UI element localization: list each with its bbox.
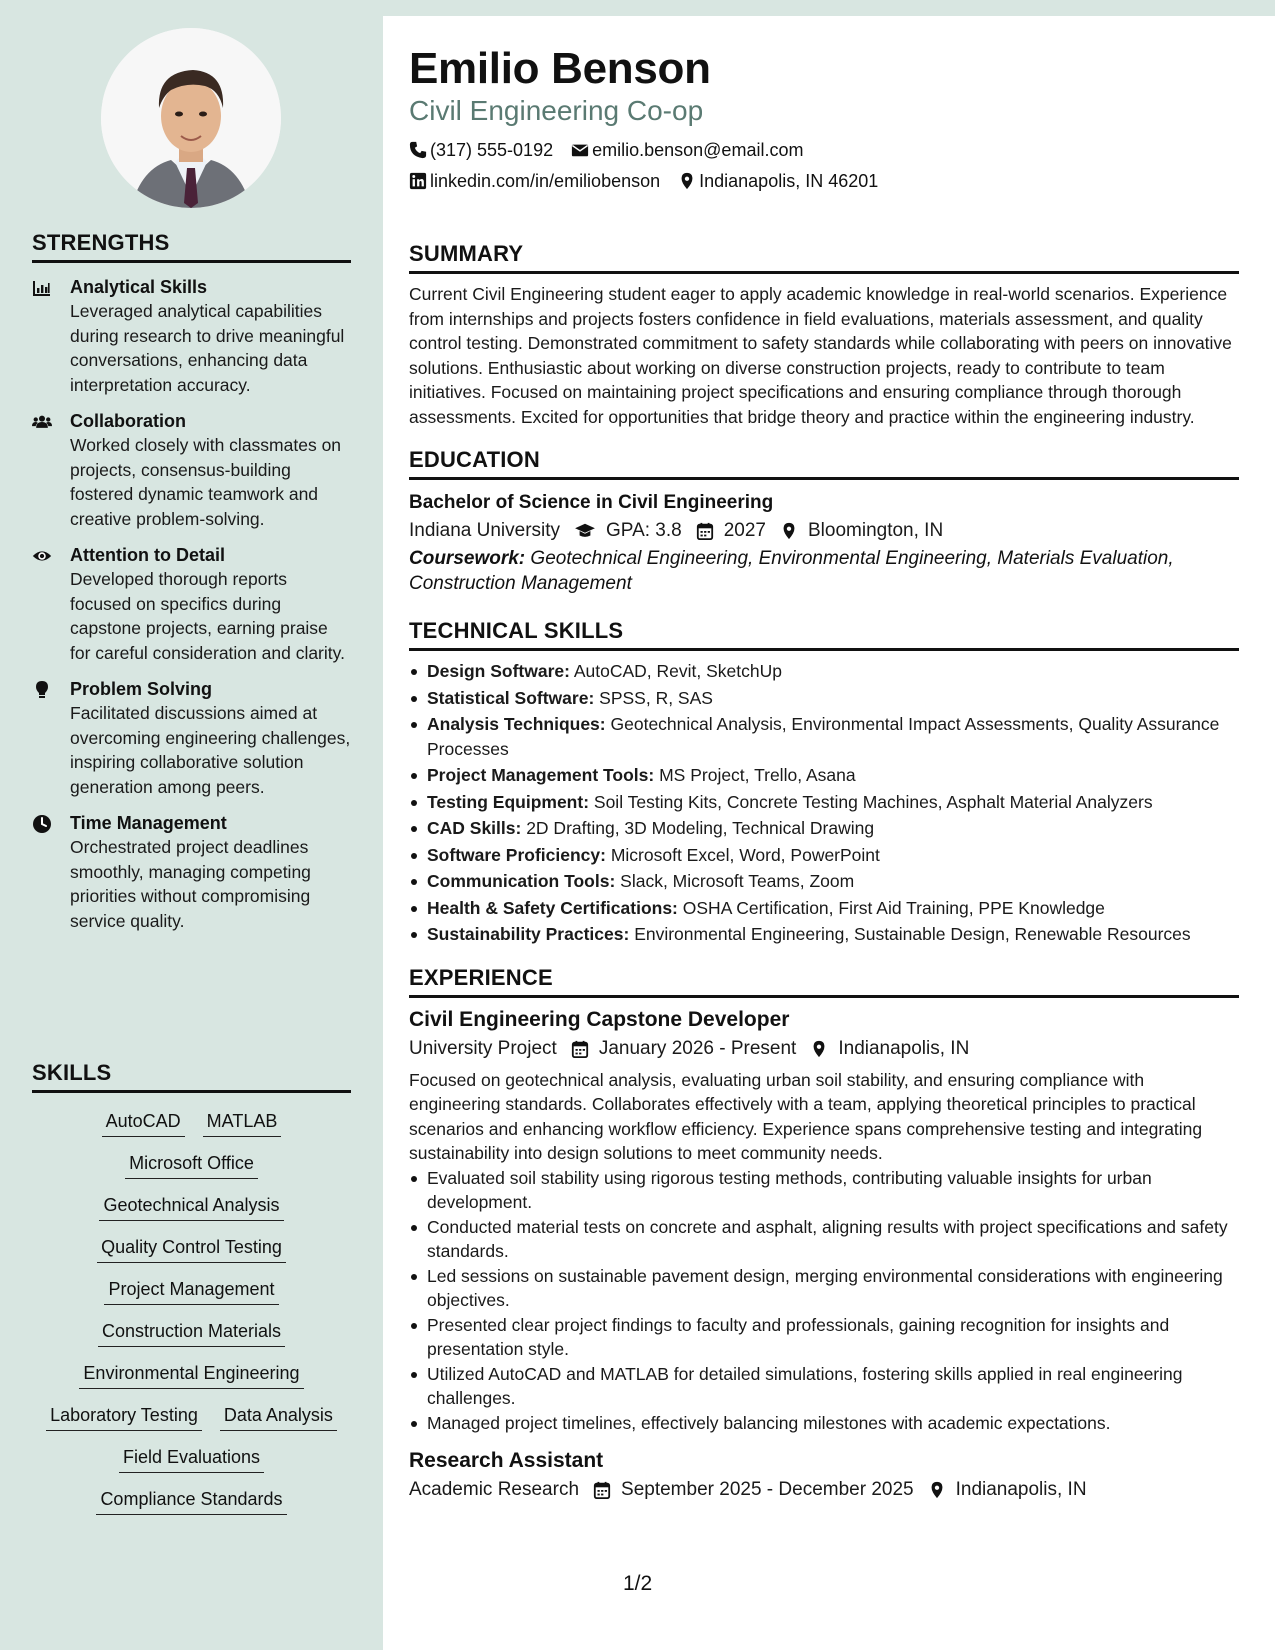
strength-title: Attention to Detail: [70, 545, 225, 565]
skill-value: OSHA Certification, First Aid Training, PPE Knowledge: [682, 897, 1105, 918]
skill-value: AutoCAD, Revit, SketchUp: [573, 661, 782, 681]
calendar-icon: [696, 522, 714, 540]
skill-label: Analysis Techniques:: [427, 714, 606, 734]
strengths-heading: STRENGTHS: [32, 230, 351, 263]
contact-row: [409, 138, 1239, 162]
summary-section: [409, 241, 1239, 429]
page-number: 1/2: [623, 1572, 653, 1595]
graduation-year: 2027: [723, 520, 766, 541]
coursework-label: Coursework:: [409, 548, 526, 569]
strength-item: [32, 275, 351, 397]
skills-section: [32, 1060, 351, 1515]
degree-title: Bachelor of Science in Civil Engineering: [409, 492, 774, 513]
skill-tag: Laboratory Testing: [46, 1403, 202, 1431]
skill-tag: Quality Control Testing: [97, 1235, 286, 1263]
skill-tag: Data Analysis: [220, 1403, 337, 1431]
phone-icon: [409, 141, 427, 159]
envelope-icon: [571, 141, 589, 159]
skill-tag: Project Management: [104, 1277, 278, 1305]
job-org: University Project: [409, 1037, 557, 1059]
list-item: Utilized AutoCAD and MATLAB for detailed simulations, fostering skills applied in real engineering challenges.: [409, 1362, 1239, 1411]
clock-icon: [32, 814, 52, 834]
job-entry: [409, 1006, 1239, 1436]
education-heading: EDUCATION: [409, 447, 1239, 480]
skill-value: SPSS, R, SAS: [599, 687, 713, 708]
gpa-text: GPA: 3.8: [606, 520, 682, 541]
candidate-role: Civil Engineering Co-op: [409, 95, 704, 126]
list-item: Evaluated soil stability using rigorous testing methods, contributing valuable insights for urban development.: [409, 1166, 1239, 1215]
skill-value: Environmental Engineering, Sustainable Design, Renewable Resources: [634, 924, 1191, 944]
strength-title: Problem Solving: [70, 679, 213, 699]
job-title: Research Assistant: [409, 1449, 604, 1472]
skill-tag: Construction Materials: [98, 1319, 285, 1347]
map-pin-icon: [928, 1481, 946, 1499]
job-dates: September 2025 - December 2025: [621, 1479, 914, 1500]
strength-description: Worked closely with classmates on projects, consensus-building fostered dynamic teamwork and creative problem-solving.: [70, 435, 342, 529]
map-pin-icon: [678, 172, 696, 190]
strength-title: Time Management: [70, 813, 227, 833]
list-item: [409, 712, 1239, 761]
skill-value: Slack, Microsoft Teams, Zoom: [620, 871, 855, 891]
strength-description: Developed thorough reports focused on specifics during capstone projects, earning praise for careful consideration and clarity.: [70, 569, 345, 663]
strengths-section: [32, 230, 351, 945]
skill-tag: Field Evaluations: [119, 1445, 264, 1473]
list-item: [409, 922, 1239, 947]
map-pin-icon: [810, 1040, 828, 1058]
job-location: Indianapolis, IN: [838, 1037, 970, 1059]
strength-item: [32, 677, 351, 799]
list-item: [409, 790, 1239, 815]
list-item: [409, 763, 1239, 788]
skill-tag: AutoCAD: [102, 1109, 185, 1137]
list-item: [409, 896, 1239, 921]
skill-tag: Compliance Standards: [96, 1487, 286, 1515]
main-content: [383, 16, 1275, 1650]
list-item: [409, 843, 1239, 868]
strength-item: [32, 409, 351, 531]
skills-list: [32, 1109, 351, 1515]
profile-photo: [101, 28, 281, 208]
skill-label: Testing Equipment:: [427, 791, 590, 812]
strength-description: Leveraged analytical capabilities during research to drive meaningful conversations, enhancing data interpretation accuracy.: [70, 301, 345, 395]
job-bullets: [409, 1166, 1239, 1436]
skill-tag: Geotechnical Analysis: [99, 1193, 283, 1221]
eye-icon: [32, 546, 52, 566]
strength-description: Facilitated discussions aimed at overcoming engineering challenges, inspiring collaborative solution generation among peers.: [70, 703, 351, 797]
skills-heading: SKILLS: [32, 1060, 351, 1093]
experience-section: [409, 965, 1239, 1506]
graduation-cap-icon: [574, 522, 596, 540]
job-entry: [409, 1447, 1239, 1505]
skill-value: 2D Drafting, 3D Modeling, Technical Drawing: [526, 818, 875, 838]
education-section: [409, 447, 1239, 596]
location-text: Indianapolis, IN 46201: [699, 171, 879, 191]
school-name: Indiana University: [409, 520, 561, 541]
job-title: Civil Engineering Capstone Developer: [409, 1007, 790, 1031]
skill-label: Project Management Tools:: [427, 765, 655, 785]
experience-heading: EXPERIENCE: [409, 965, 1239, 998]
summary-text: Current Civil Engineering student eager to apply academic knowledge in real-world scenarios. Experience from internships and projects fosters confidence in field evaluations, materials assessment, and quality control testing. Demonstrated commitment to safety standards while collaborating with peers on innovative solutions. Enthusiastic about working on diverse construction projects, ready to contribute to team initiatives. Focused on maintaining project specifications and ensuring compliance through thorough assessments. Excited for opportunities that bridge theory and practice within the engineering industry.: [409, 284, 1232, 427]
lightbulb-icon: [32, 680, 52, 700]
skill-value: MS Project, Trello, Asana: [659, 765, 856, 785]
list-item: [409, 869, 1239, 894]
linkedin-icon: [409, 172, 427, 190]
job-description: Focused on geotechnical analysis, evaluating urban soil stability, and ensuring compliance with engineering standards. Collaborates effectively with a team, applying theoretical principles to practical scenarios and enhancing workflow efficiency. Experience spans comprehensive testing and integrating sustainability into design solutions to meet community needs.: [409, 1069, 1203, 1163]
skill-value: Geotechnical Analysis, Environmental Impact Assessments, Quality Assurance Processes: [427, 714, 1220, 759]
skill-label: CAD Skills:: [427, 818, 522, 838]
technical-skills-section: [409, 618, 1239, 947]
job-meta: [409, 1475, 1239, 1505]
job-meta: [409, 1034, 1239, 1064]
contact-row: [409, 169, 1239, 193]
technical-skills-list: [409, 659, 1239, 947]
strength-item: [32, 811, 351, 933]
list-item: [409, 816, 1239, 841]
coursework-list: Geotechnical Engineering, Environmental Engineering, Materials Evaluation, Construction Management: [409, 548, 1174, 594]
map-pin-icon: [780, 522, 798, 540]
list-item: Led sessions on sustainable pavement design, merging environmental considerations with engineering objectives.: [409, 1264, 1239, 1313]
list-item: Presented clear project findings to faculty and professionals, gaining recognition for insights and presentation style.: [409, 1313, 1239, 1362]
skill-tag: Microsoft Office: [125, 1151, 258, 1179]
candidate-name: Emilio Benson: [409, 44, 711, 93]
skill-label: Sustainability Practices:: [427, 924, 630, 944]
skill-value: Soil Testing Kits, Concrete Testing Machines, Asphalt Material Analyzers: [593, 791, 1153, 812]
technical-skills-heading: TECHNICAL SKILLS: [409, 618, 1239, 651]
summary-heading: SUMMARY: [409, 241, 1239, 274]
strength-item: [32, 543, 351, 665]
education-meta: [409, 516, 1239, 546]
list-item: [409, 686, 1239, 711]
school-location: Bloomington, IN: [808, 520, 944, 541]
skill-label: Communication Tools:: [427, 871, 616, 891]
bar-chart-icon: [32, 278, 52, 298]
strength-title: Collaboration: [70, 411, 186, 431]
job-org: Academic Research: [409, 1479, 580, 1500]
skill-label: Statistical Software:: [427, 687, 595, 708]
users-icon: [32, 412, 52, 432]
skill-tag: MATLAB: [203, 1109, 282, 1137]
linkedin-link[interactable]: linkedin.com/in/emiliobenson: [430, 171, 661, 191]
skill-label: Design Software:: [427, 661, 570, 681]
list-item: Conducted material tests on concrete and asphalt, aligning results with project specifications and safety standards.: [409, 1215, 1239, 1264]
calendar-icon: [593, 1481, 611, 1499]
list-item: Managed project timelines, effectively balancing milestones with academic expectations.: [409, 1411, 1239, 1436]
job-dates: January 2026 - Present: [598, 1037, 797, 1059]
strength-title: Analytical Skills: [70, 277, 208, 297]
coursework: [409, 546, 1239, 596]
calendar-icon: [571, 1040, 589, 1058]
skill-label: Software Proficiency:: [427, 844, 606, 865]
skill-value: Microsoft Excel, Word, PowerPoint: [610, 844, 880, 865]
strength-description: Orchestrated project deadlines smoothly, managing competing priorities without compromising service quality.: [70, 837, 311, 931]
phone-number[interactable]: (317) 555-0192: [430, 140, 554, 160]
skill-label: Health & Safety Certifications:: [427, 897, 678, 918]
skill-tag: Environmental Engineering: [79, 1361, 303, 1389]
list-item: [409, 659, 1239, 684]
job-location: Indianapolis, IN: [955, 1479, 1087, 1500]
email-link[interactable]: emilio.benson@email.com: [592, 140, 804, 160]
